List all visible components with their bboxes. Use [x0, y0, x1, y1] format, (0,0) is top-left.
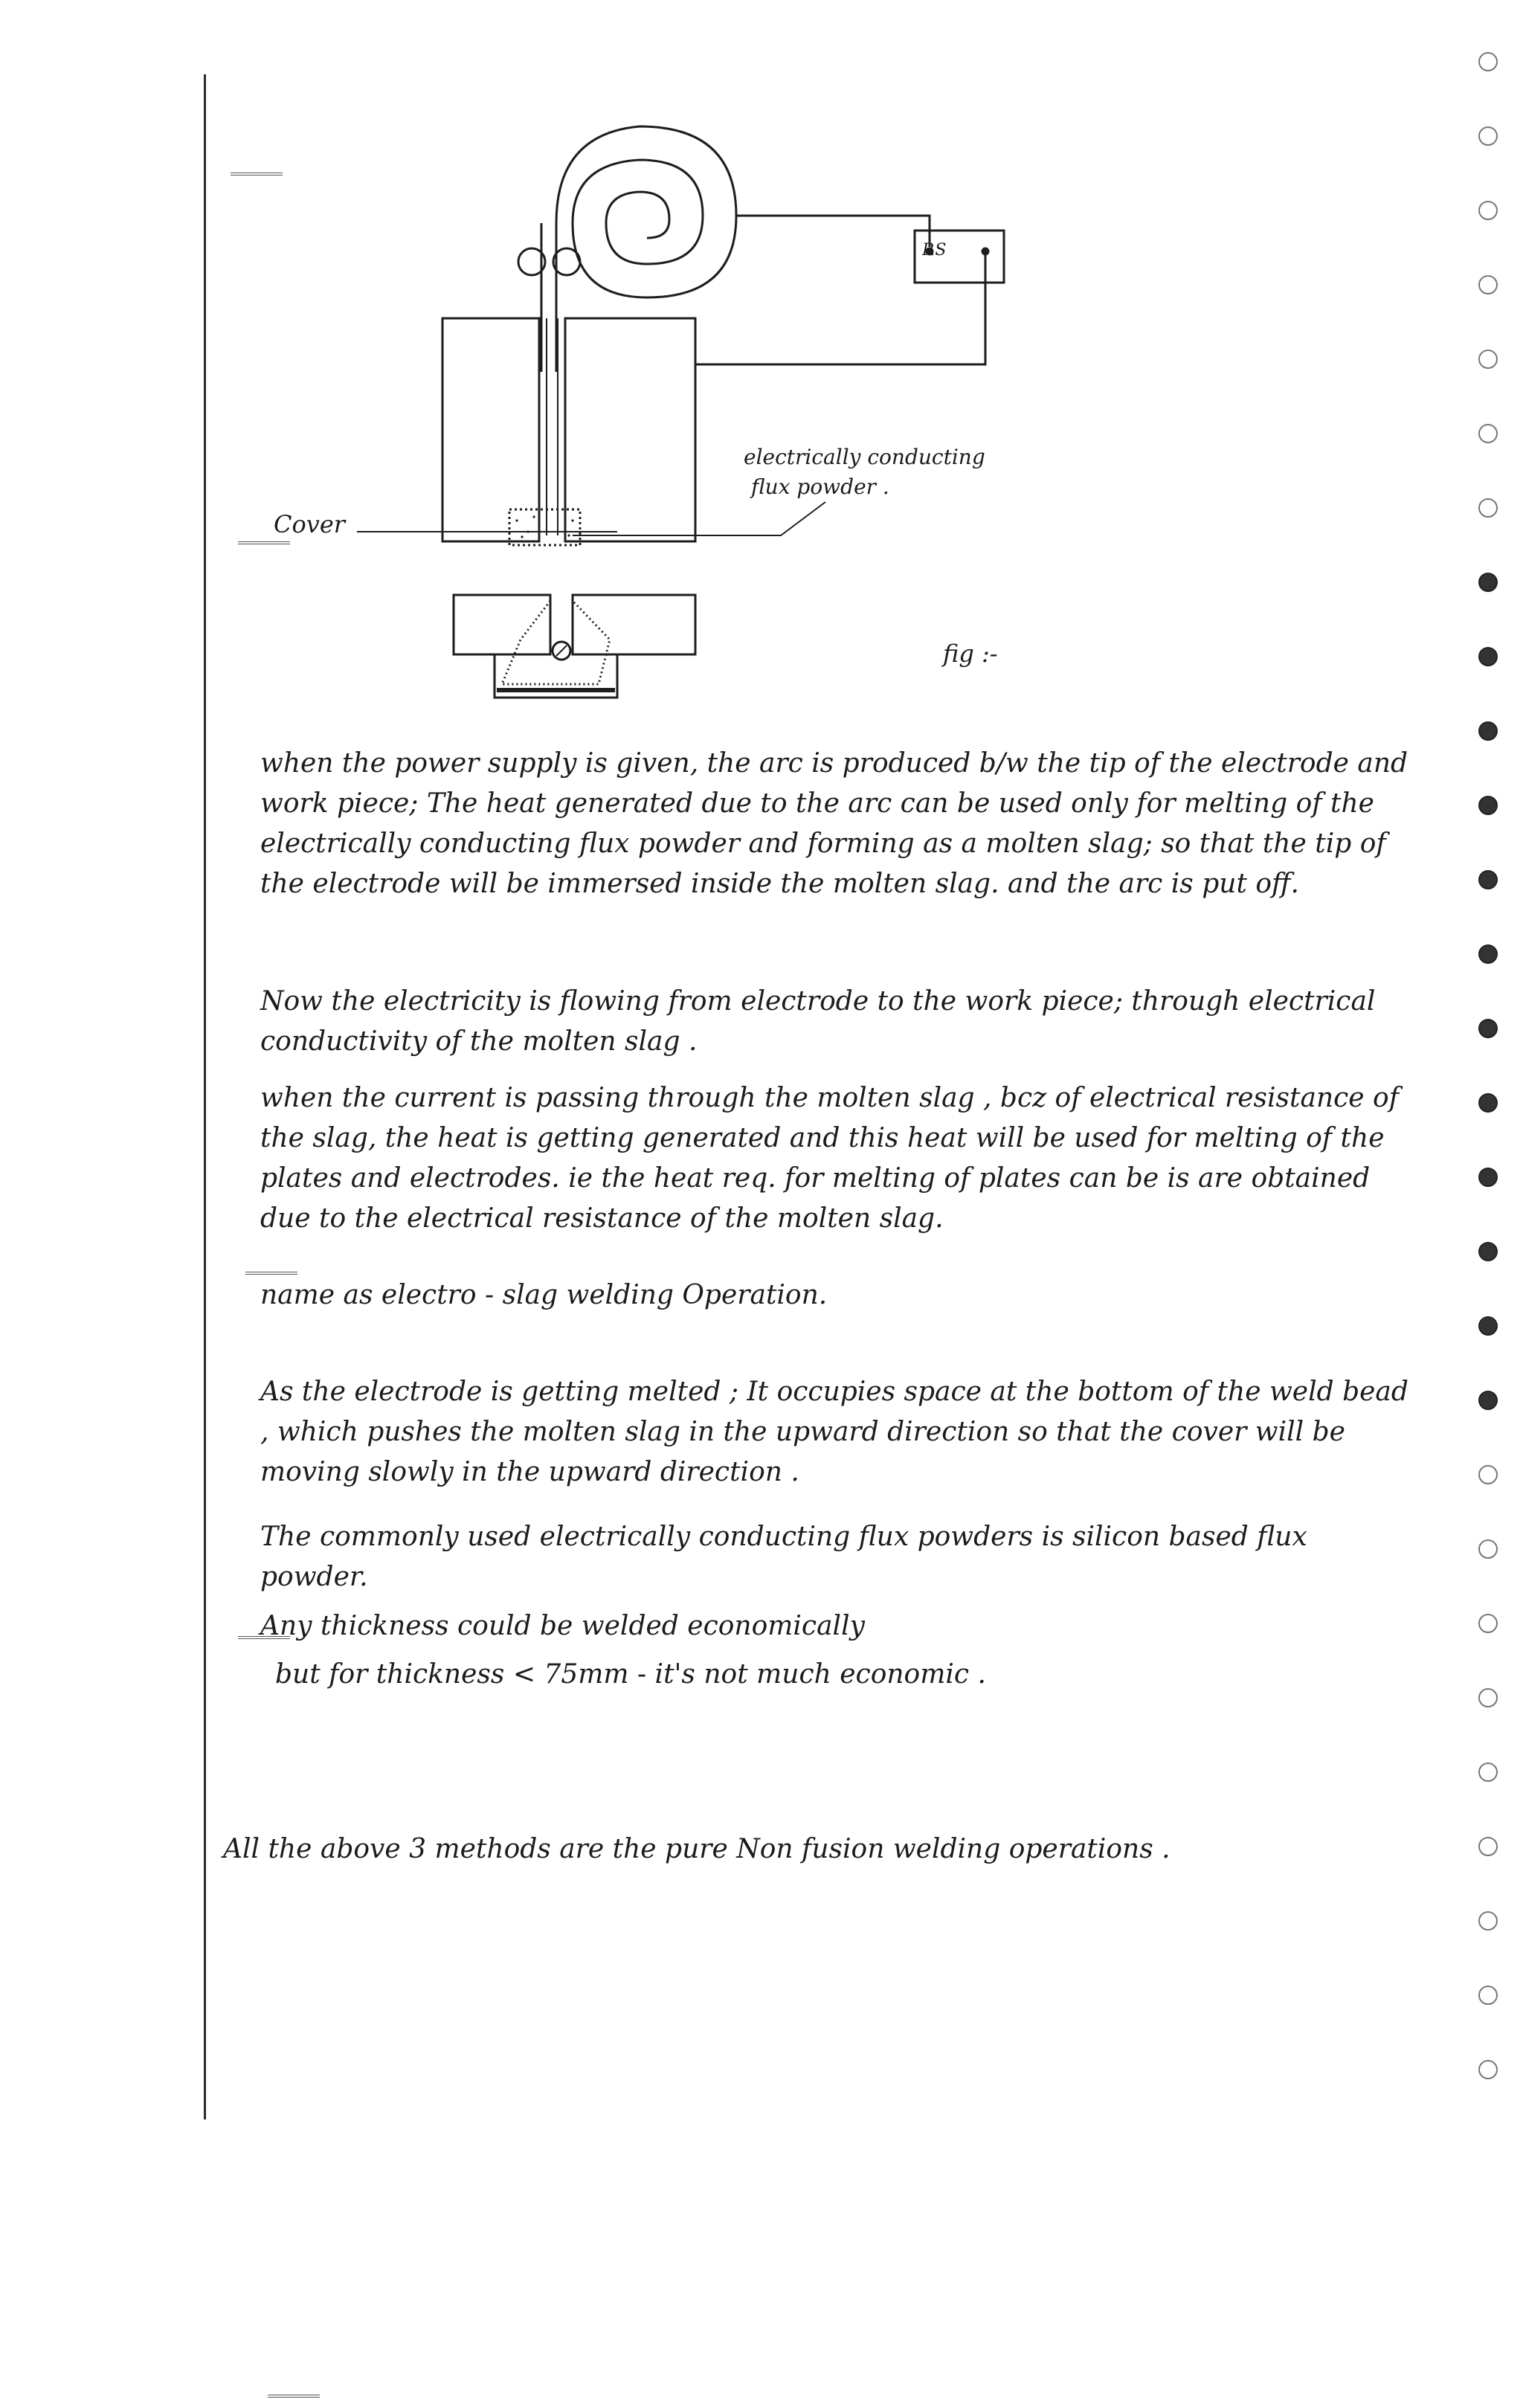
binding-hole [1478, 1762, 1498, 1782]
binding-hole [1478, 721, 1498, 741]
paragraph-thickness-limit: but for thickness < 75mm - it's not much economic . [275, 1659, 986, 1690]
electrode-spiral [556, 126, 736, 372]
cover-label: Cover [274, 510, 346, 538]
binding-hole [1478, 1837, 1498, 1856]
binding-hole [1478, 1465, 1498, 1484]
binding-hole [1478, 870, 1498, 889]
bottom-plate-left [454, 595, 550, 654]
flux-label-line1: electrically conducting [744, 445, 985, 469]
binding-hole [1478, 201, 1498, 220]
binding-hole [1478, 573, 1498, 592]
paragraph-thickness: Any thickness could be welded economically [260, 1611, 865, 1641]
paragraph-heat-generation: when the current is passing through the molten slag , bcz of electrical resistance of the slag, the heat is getting generated and this heat will be used for melting of the plates and electrodes. ie the heat req. for melting of plates can be is are obtained due to the electrical resistance of the molten slag. [260, 1083, 1400, 1234]
left-plate [442, 318, 539, 541]
ps-wire-top [736, 216, 930, 247]
binding-hole [1478, 1168, 1498, 1187]
paragraph-process-name: name as electro - slag welding Operation. [260, 1280, 828, 1310]
flux-powder [509, 509, 580, 545]
binding-hole [1478, 1614, 1498, 1633]
binding-hole [1478, 647, 1498, 666]
electroslag-welding-diagram [245, 119, 1063, 729]
binding-hole [1478, 1093, 1498, 1113]
paragraph-flux-type: The commonly used electrically conducting flux powders is silicon based flux powder. [260, 1522, 1307, 1592]
guide-tube [539, 318, 565, 541]
paragraph-electricity-flow: Now the electricity is flowing from electrode to the work piece; through electrical conductivity of the molten slag . [260, 986, 1376, 1057]
binding-hole [1478, 1539, 1498, 1559]
binding-hole [1478, 424, 1498, 443]
weld-bead-mark [556, 646, 567, 656]
margin-line [204, 74, 206, 2119]
fig-label: fig :- [943, 640, 998, 668]
paragraph-electrode-melting: As the electrode is getting melted ; It occupies space at the bottom of the weld bead , which pushes the molten slag in the upward direction so that the cover will be moving slowly in the upward direction . [260, 1377, 1408, 1487]
binding-hole [1478, 2060, 1498, 2079]
ps-terminal [982, 248, 988, 254]
binding-hole [1478, 944, 1498, 964]
ps-label: P.S [922, 241, 947, 260]
binding-hole [1478, 126, 1498, 146]
binding-hole [1478, 1688, 1498, 1707]
binding-hole [1478, 1242, 1498, 1261]
margin-mark [268, 2395, 320, 2408]
right-plate [565, 318, 695, 541]
binding-hole [1478, 350, 1498, 369]
paragraph-summary: All the above 3 methods are the pure Non fusion welding operations . [223, 1834, 1171, 1864]
binding-hole [1478, 1391, 1498, 1410]
binding-hole [1478, 1986, 1498, 2005]
ps-wire-bottom [695, 254, 985, 364]
binding-hole [1478, 498, 1498, 518]
flux-label-line2: flux powder . [751, 474, 889, 499]
binding-hole [1478, 275, 1498, 294]
binding-hole [1478, 1911, 1498, 1931]
binding-hole [1478, 52, 1498, 71]
binding-hole [1478, 1019, 1498, 1038]
paragraph-arc-production: when the power supply is given, the arc is produced b/w the tip of the electrode and work piece; The heat generated due to the arc can be used only for melting of the electrically conducting flux powder and forming as a molten slag; so that the tip of the electrode will be immersed inside the molten slag. and the arc is put off. [260, 748, 1408, 899]
flux-leader [573, 502, 825, 535]
bottom-plate-right [573, 595, 695, 654]
binding-hole [1478, 796, 1498, 815]
binding-hole [1478, 1316, 1498, 1336]
binding-holes [1464, 30, 1516, 2142]
